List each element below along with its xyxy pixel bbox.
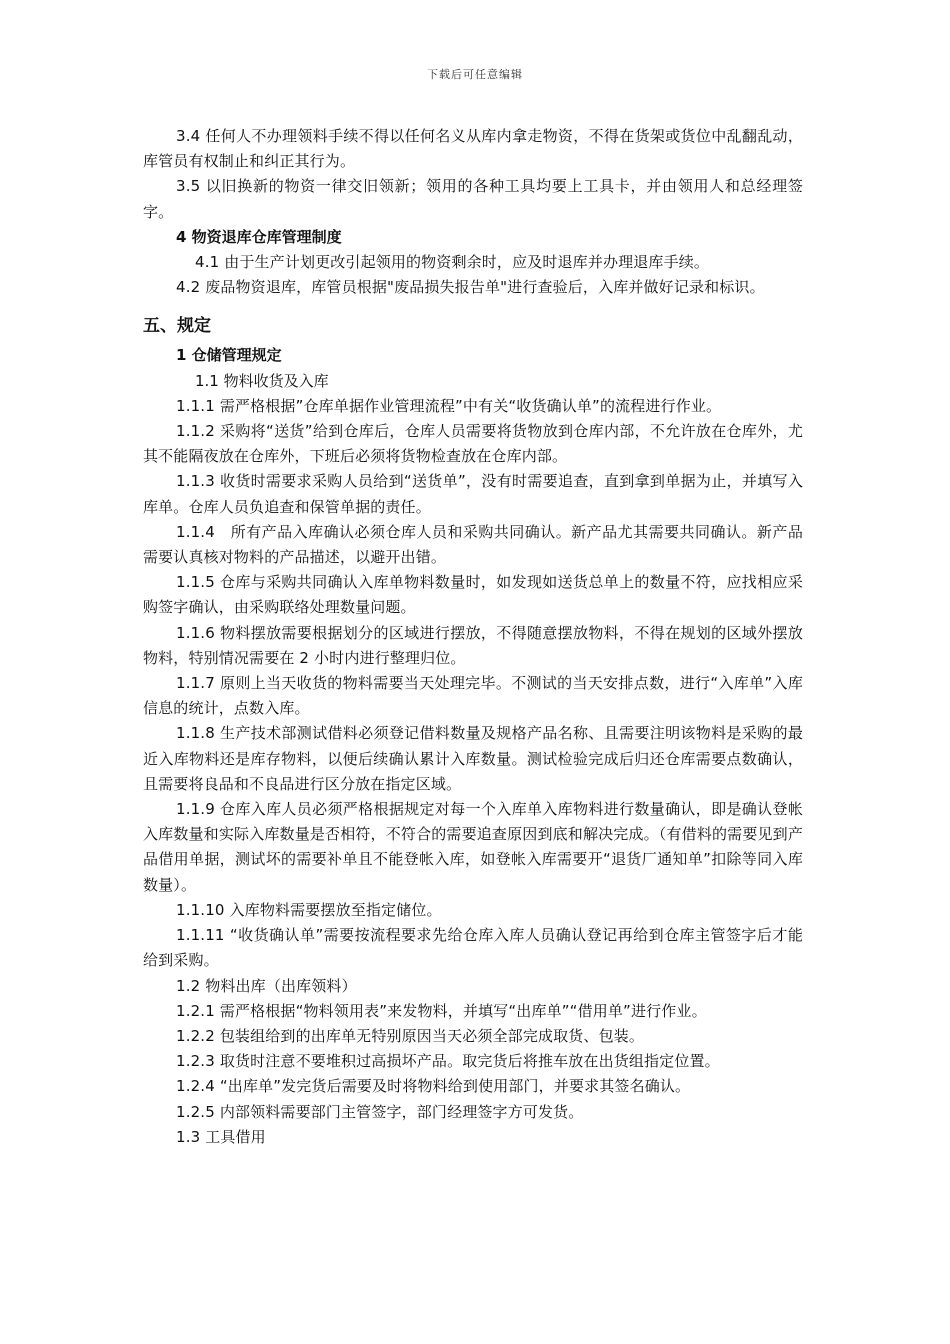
paragraph-1-2-1: 1.2.1 需严格根据“物料领用表”来发物料，并填写“出库单”“借用单”进行作业。	[176, 1001, 707, 1020]
paragraph-1-1-9: 1.1.9 仓库入库人员必须严格根据规定对每一个入库单入库物料进行数量确认，即是确认登帐入库数量和实际入库数量是否相符，不符合的需要追查原因到底和解决完成。（有借料的需要见到产品借用单据，测试坏的需要补单且不能登帐入库，如登帐入库需要开“退货厂通知单”扣除等同入库数量）。	[143, 800, 803, 894]
paragraph-1-1-3: 1.1.3 收货时需要求采购人员给到“送货单”，没有时需要追查，直到拿到单据为止，并填写入库单。仓库人员负追查和保管单据的责任。	[143, 472, 803, 516]
paragraph-1-1-8: 1.1.8 生产技术部测试借料必须登记借料数量及规格产品名称、且需要注明该物料是采购的最近入库物料还是库存物料，以便后续确认累计入库数量。测试检验完成后归还仓库需要点数确认，且需要将良品和不良品进行区分放在指定区域。	[143, 724, 803, 793]
heading-4: 4 物资退库仓库管理制度	[176, 227, 342, 246]
section-title-5: 五、规定	[143, 316, 211, 337]
paragraph-3-4: 3.4 任何人不办理领料手续不得以任何名义从库内拿走物资，不得在货架或货位中乱翻乱动，库管员有权制止和纠正其行为。	[143, 127, 803, 171]
paragraph-1-1-11: 1.1.11 “收货确认单”需要按流程要求先给仓库入库人员确认登记再给到仓库主管签字后才能给到采购。	[143, 926, 803, 970]
heading-1: 1 仓储管理规定	[176, 346, 282, 365]
heading-1-3: 1.3 工具借用	[176, 1127, 266, 1146]
paragraph-1-1-5: 1.1.5 仓库与采购共同确认入库单物料数量时，如发现如送货总单上的数量不符，应找相应采购签字确认，由采购联络处理数量问题。	[143, 573, 803, 617]
paragraph-1-2-4: 1.2.4 “出库单”发完货后需要及时将物料给到使用部门，并要求其签名确认。	[176, 1077, 691, 1096]
paragraph-1-1-2: 1.1.2 采购将“送货”给到仓库后，仓库人员需要将货物放到仓库内部，不允许放在仓库外，尤其不能隔夜放在仓库外，下班后必须将货物检查放在仓库内部。	[143, 422, 803, 466]
paragraph-1-2-3: 1.2.3 取货时注意不要堆积过高损坏产品。取完货后将推车放在出货组指定位置。	[176, 1052, 720, 1071]
heading-1-2: 1.2 物料出库（出库领料）	[176, 976, 357, 995]
document-body	[143, 124, 803, 1150]
paragraph-1-1-7: 1.1.7 原则上当天收货的物料需要当天处理完毕。不测试的当天安排点数，进行“入库单”入库信息的统计，点数入库。	[143, 674, 803, 718]
paragraph-3-5: 3.5 以旧换新的物资一律交旧领新；领用的各种工具均要上工具卡，并由领用人和总经理签字。	[143, 177, 803, 221]
page-header: 下载后可任意编辑	[427, 68, 523, 81]
paragraph-4-1: 4.1 由于生产计划更改引起领用的物资剩余时，应及时退库并办理退库手续。	[195, 253, 710, 272]
heading-1-1: 1.1 物料收货及入库	[195, 371, 329, 390]
paragraph-1-1-6: 1.1.6 物料摆放需要根据划分的区域进行摆放，不得随意摆放物料，不得在规划的区域外摆放物料，特别情况需要在 2 小时内进行整理归位。	[143, 623, 803, 667]
paragraph-1-2-2: 1.2.2 包装组给到的出库单无特别原因当天必须全部完成取货、包装。	[176, 1026, 645, 1045]
paragraph-1-1-10: 1.1.10 入库物料需要摆放至指定储位。	[176, 900, 442, 919]
paragraph-1-1-4: 1.1.4 所有产品入库确认必须仓库人员和采购共同确认。新产品尤其需要共同确认。新产品需要认真核对物料的产品描述，以避开出错。	[143, 522, 803, 567]
paragraph-1-1-1: 1.1.1 需严格根据”仓库单据作业管理流程”中有关“收货确认单”的流程进行作业。	[176, 396, 722, 415]
paragraph-1-2-5: 1.2.5 内部领料需要部门主管签字，部门经理签字方可发货。	[176, 1102, 584, 1121]
paragraph-4-2: 4.2 废品物资退库，库管员根据"废品损失报告单"进行查验后，入库并做好记录和标识。	[176, 278, 765, 297]
